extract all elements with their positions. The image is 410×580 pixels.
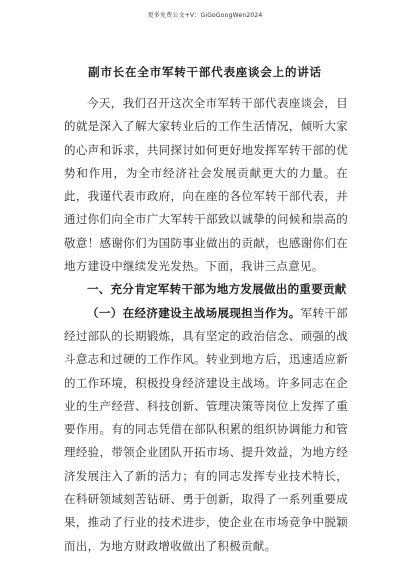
document-title: 副市长在全市军转干部代表座谈会上的讲话 — [88, 65, 322, 79]
subsection-1-paragraph — [64, 302, 348, 558]
subsection-1-text: 军转干部经过部队的长期锻炼，具有坚定的政治信念、顽强的战斗意志和过硬的工作作风。转业到地方后，迅速适应新的工作环境，积极投身经济建设主战场。许多同志在企业的生产经营、科技创新、管理决策等岗位上发挥了重要作用。有的同志凭借在部队积累的组织协调能力和管理经验，带领企业团队开拓市场、提升效益，为地方经济发展注入了新的活力；有的同志发挥专业技术特长，在科研领域刻苦钻研、勇于创新，取得了一系列重要成果，推动了行业的技术进步，使企业在市场竞争中脱颖而出，为地方财政增收做出了积极贡献。 — [64, 305, 348, 553]
document-body — [64, 92, 348, 558]
header-watermark: 更多免费公文+V：GiGoGongWen2024 — [147, 12, 263, 19]
section-1-heading: 一、充分肯定军转干部为地方发展做出的重要贡献 — [87, 282, 347, 297]
intro-paragraph: 今天，我们召开这次全市军转干部代表座谈会，目的就是深入了解大家转业后的工作生活情况，倾听大家的心声和诉求，共同探讨如何更好地发挥军转干部的优势和作用，为全市经济社会发展贡献更大的力量。在此，我谨代表市政府，向在座的各位军转干部代表，并通过你们向全市广大军转干部致以诚挚的问候和崇高的敬意！感谢你们为国防事业做出的贡献，也感谢你们在地方建设中继续发光发热。下面，我讲三点意见。 — [64, 96, 348, 274]
subsection-1-lead: （一）在经济建设主战场展现担当作为。 — [87, 305, 301, 320]
